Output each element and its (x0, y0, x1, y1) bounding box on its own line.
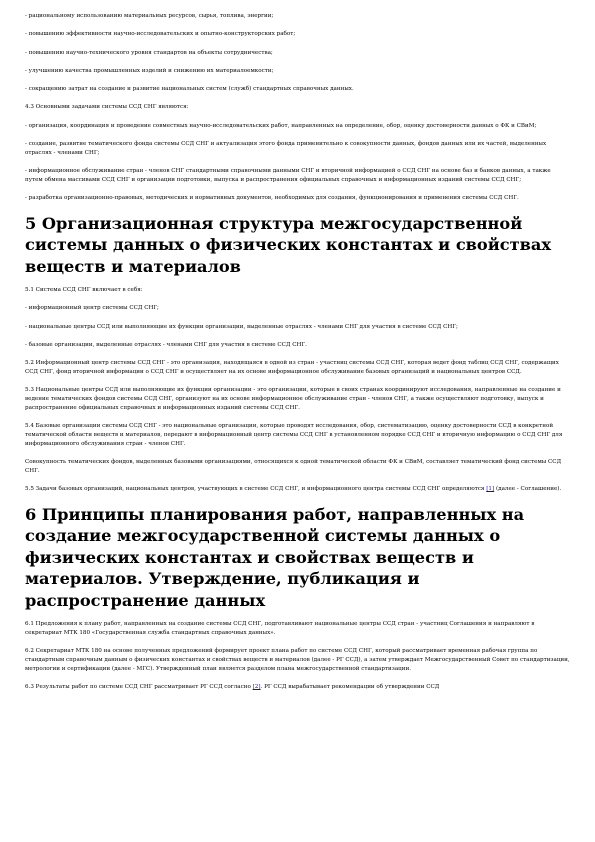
paragraph (25, 683, 570, 692)
paragraph-text: 6.3 Результаты работ по системе ССД СНГ рассматривает РГ ССД согласно (25, 684, 253, 690)
paragraph: - рациональному использованию материальных ресурсов, сырья, топлива, энергии; (25, 13, 274, 19)
paragraph: - национальные центры ССД или выполняющие их функции организации, выделенные отраслях - членами СНГ для участия в системе ССД СНГ; (25, 323, 458, 330)
paragraph: - информационное обслуживание стран - членов СНГ стандартными справочными данными СНГ и вторичной информацией о ССД СНГ на основе баз и банков данных, а также путем обмена массивами ССД СНГ и организации подготовки, выпуска и распространения официальных справочных и информационных изданий системы ССД СНГ; (25, 168, 551, 183)
paragraph: 6.1 Предложения к плану работ, направленных на создание системы ССД СНГ, подготавливают национальные центры ССД стран - участниц Соглашения и направляют в секретариат МТК 180 «Государственная служба стандартных справочных данных». (25, 621, 535, 636)
paragraph: 5.1 Система ССД СНГ включает в себя: (25, 287, 143, 294)
section-heading-6: 6 Принципы планирования работ, направленных на создание межгосударственной системы данных о физических константах и свойствах веществ и материалов. Утверждение, публикация и распространение данных (25, 504, 525, 610)
paragraph: - информационный центр системы ССД СНГ; (25, 305, 159, 312)
reference-link[interactable]: [2] (252, 684, 261, 690)
paragraph-text: (далее - Соглашение). (494, 486, 562, 493)
paragraph: 5.2 Информационный центр системы ССД СНГ - это организация, находящаяся в одной из стран - участниц системы ССД СНГ, которая ведет фонд таблиц ССД СНГ, содержащих ССД СНГ, фонд вторичной информации о ССД СНГ и осуществляет на их основе информационное обслуживание базовых организаций и национальных центров ССД. (25, 360, 559, 376)
paragraph-text: 5.5 Задачи базовых организаций, национальных центров, участвующих в системе ССД СНГ, и информационного центра системы ССД СНГ определяются (25, 486, 487, 493)
paragraph: - создание, развитие тематического фонда системы ССД СНГ и актуализация этого фонда применительно к совокупности данных, фондов данных или их частей, выделенных отраслях - членами СНГ; (25, 141, 547, 156)
paragraph: 5.3 Национальные центры ССД или выполняющие их функции организации - это организации, которые в своих странах координируют исследования, направленные на создание и ведение тематических фондов системы ССД СНГ, организуют на их основе информационное обслуживание стран - членов СНГ, а также осуществляют подготовку, выпуск и распространение официальных справочных и информационных изданий системы ССД СНГ. (25, 387, 561, 411)
paragraph: - организация, координация и проведение совместных научно-исследовательских работ, направленных на определение, обор, оценку достоверности данных о ФК и СВиМ; (25, 122, 537, 129)
paragraph: 4.3 Основными задачами системы ССД СНГ являются: (25, 104, 189, 111)
reference-link[interactable]: [1] (486, 486, 495, 493)
paragraph: Совокупность тематических фондов, выделенных базовыми организациями, относящихся к одной тематической области ФК и СВиМ, составляет тематический фонд системы ССД СНГ. (25, 459, 562, 474)
paragraph-text: . РГ ССД вырабатывает рекомендации об утверждении ССД (260, 684, 440, 690)
paragraph: - повышению эффективности научно-исследовательских и опытно-конструкторских работ; (25, 31, 296, 38)
paragraph (25, 485, 570, 494)
paragraph: - улучшению качества промышленных изделий и снижению их материалоемкости; (25, 67, 274, 74)
paragraph: - повышению научно-технического уровня стандартов на объекты сотрудничества; (25, 49, 273, 56)
paragraph: - сокращению затрат на создание и развитие национальных систем (служб) стандартных справочных данных. (25, 86, 354, 93)
paragraph: - базовые организации, выделенные отраслях - членами СНГ для участия в системе ССД СНГ. (25, 341, 307, 348)
paragraph: 6.2 Секретариат МТК 180 на основе полученных предложений формирует проект плана работ по системе ССД СНГ, который рассматривает временная рабочая группа по стандартным справочным данным о физических константах и свойствах веществ и материалов (далее - РГ ССД), а затем утверждает Межгосударственный Совет по стандартизации, метрологии и сертификации (далее - МГС). Утвержденный план является разделом плана межгосударственной стандартизации. (25, 648, 570, 672)
paragraph: - разработка организационно-правовых, методических и нормативных документов, необходимых для создания, функционирования и применения системы ССД СНГ. (25, 195, 519, 202)
document-body (25, 12, 570, 701)
section-heading-5: 5 Организационная структура межгосударственной системы данных о физических константах и свойствах веществ и материалов (25, 213, 552, 276)
paragraph: 5.4 Базовые организации системы ССД СНГ - это национальные организации, которые проводят исследования, обор, систематизацию, оценку достоверности ССД в конкретной тематической области веществ и материалов, передают в информационный центр системы ССД СНГ в установленном порядке ССД СНГ и вторичную информацию о ССД СНГ для информационного обслуживания стран - членов СНГ. (25, 423, 563, 447)
